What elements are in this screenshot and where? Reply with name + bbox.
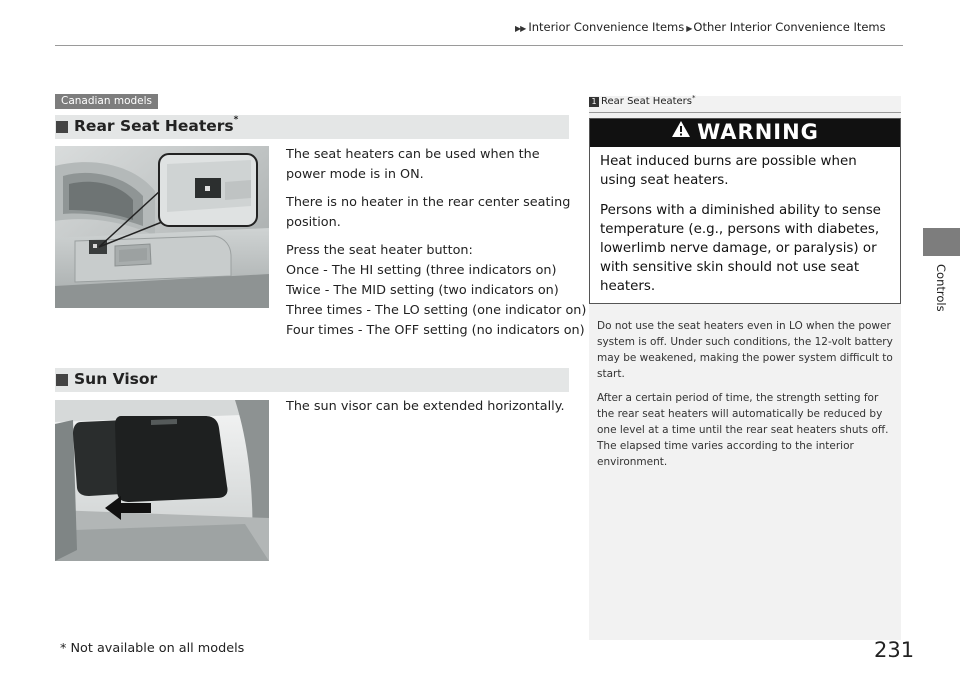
list-item: Twice - The MID setting (two indicators on) — [286, 283, 559, 298]
warning-header — [590, 119, 900, 147]
sun-visor-photo — [55, 400, 269, 561]
section-header-sun-visor — [55, 368, 569, 392]
section-title: Rear Seat Heaters* — [74, 115, 239, 135]
header-divider — [55, 45, 903, 46]
region-badge: Canadian models — [55, 94, 158, 109]
sun-visor-description — [286, 397, 576, 425]
page-number: 231 — [874, 638, 915, 662]
double-triangle-right-icon: ▶▶ — [515, 24, 526, 33]
paragraph: The sun visor can be extended horizontally. — [286, 399, 565, 414]
side-notes-divider — [589, 112, 901, 113]
section-title: Sun Visor — [74, 370, 158, 388]
chapter-tab-marker[interactable] — [923, 228, 960, 256]
settings-list — [286, 241, 587, 341]
side-notes-text — [597, 318, 893, 478]
paragraph: The seat heaters can be used when the power mode is in ON. — [286, 147, 540, 182]
list-item: Once - The HI setting (three indicators on) — [286, 263, 557, 278]
warning-text: Heat induced burns are possible when using seat heaters. Persons with a diminished ability to sense temperature (e.g., persons with diabetes, lowerlimb nerve damage, or paralysis) or with sensitive skin should not use seat heaters. — [600, 154, 881, 294]
paragraph: After a certain period of time, the strength setting for the rear seat heaters will automatically be reduced by one level at a time until the rear seat heaters shuts off. The elapsed time varies according to the interior environment. — [597, 392, 889, 468]
square-bullet-icon — [56, 374, 68, 386]
breadcrumb-item[interactable]: Other Interior Convenience Items — [693, 20, 886, 34]
reference-marker-icon: 1 — [589, 97, 599, 107]
triangle-right-icon: ▶ — [686, 24, 692, 33]
list-item: Three times - The LO setting (one indicator on) — [286, 303, 587, 318]
paragraph: There is no heater in the rear center seating position. — [286, 195, 571, 230]
warning-title: WARNING — [697, 120, 819, 144]
warning-box — [589, 118, 901, 304]
section-header-seat-heaters — [55, 115, 569, 139]
breadcrumb — [515, 20, 886, 34]
settings-intro: Press the seat heater button: — [286, 243, 473, 258]
list-item: Four times - The OFF setting (no indicators on) — [286, 323, 585, 338]
side-notes-heading: 1 Rear Seat Heaters* — [589, 96, 901, 114]
square-bullet-icon — [56, 121, 68, 133]
chapter-tab-label[interactable]: Controls — [934, 264, 948, 312]
footnote: * Not available on all models — [60, 641, 245, 656]
seat-heater-button-photo — [55, 146, 269, 308]
breadcrumb-item[interactable]: Interior Convenience Items — [528, 20, 685, 34]
warning-triangle-icon — [671, 119, 691, 143]
seat-heater-description — [286, 145, 587, 341]
paragraph: Do not use the seat heaters even in LO when the power system is off. Under such conditions, the 12-volt battery may be weakened, making the power system difficult to start. — [597, 320, 893, 380]
